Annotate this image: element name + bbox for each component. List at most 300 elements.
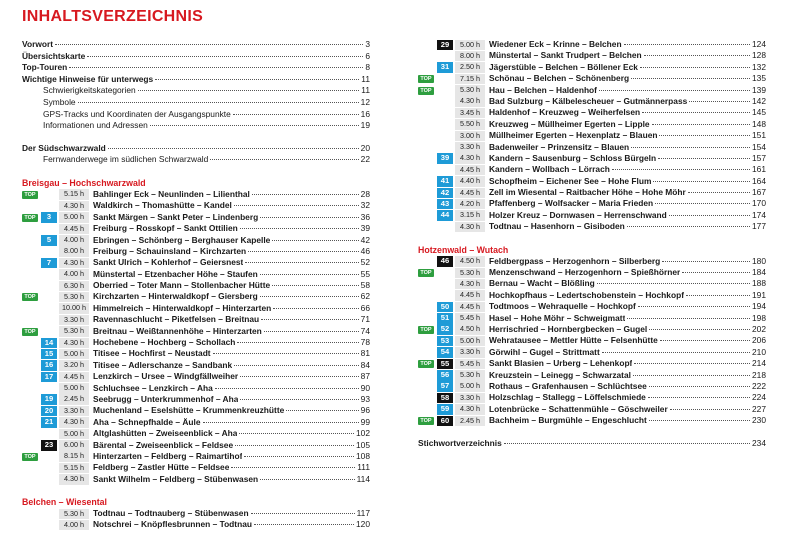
- toc-leader: [489, 164, 766, 175]
- toc-entry-title: Symbole: [43, 96, 76, 107]
- tour-number: 49: [440, 290, 450, 300]
- tour-entry[interactable]: [22, 519, 370, 530]
- toc-entry-title: Freiburg – Rosskopf – Sankt Ottilien: [93, 223, 238, 234]
- tour-entry[interactable]: [418, 404, 766, 415]
- tour-number: 58: [437, 393, 453, 404]
- toc-entry-title: Bernau – Wacht – Blößling: [489, 278, 595, 289]
- toc-leader: [93, 235, 370, 246]
- spacer: [418, 233, 766, 244]
- tour-entry[interactable]: [22, 223, 370, 234]
- tour-entry[interactable]: [418, 301, 766, 312]
- tour-number: 34: [440, 96, 450, 106]
- tour-entry[interactable]: [22, 212, 370, 223]
- toc-leader: [93, 405, 370, 416]
- dot-leader: [234, 364, 358, 366]
- page-number: 114: [356, 473, 370, 484]
- tour-duration: 10.00 h: [59, 303, 89, 314]
- tour-entry[interactable]: [418, 142, 766, 153]
- toc-entry-title: Schopfheim – Eichener See – Hohe Flum: [489, 175, 652, 186]
- tour-duration: 4.30 h: [455, 222, 485, 233]
- toc-entry[interactable]: [22, 39, 370, 51]
- dot-leader: [648, 396, 750, 398]
- page-title: INHALTSVERZEICHNIS: [22, 8, 204, 25]
- toc-entry[interactable]: [22, 143, 370, 155]
- top-tour-badge: TOP: [418, 417, 434, 425]
- dot-leader: [640, 66, 750, 68]
- tour-number: 37: [440, 130, 450, 140]
- tour-entry[interactable]: [418, 176, 766, 187]
- dot-leader: [155, 78, 359, 80]
- dot-leader: [78, 101, 359, 103]
- toc-leader: [93, 257, 370, 268]
- toc-leader: [93, 394, 370, 405]
- toc-leader: [489, 221, 766, 232]
- dot-leader: [215, 387, 359, 389]
- tour-duration: 4.30 h: [59, 338, 89, 349]
- tour-duration: 5.50 h: [455, 119, 485, 130]
- toc-entry[interactable]: [22, 51, 370, 63]
- toc-entry-title: Titisee – Hochfirst – Neustadt: [93, 348, 211, 359]
- toc-leader: [22, 74, 370, 86]
- tour-entry[interactable]: [418, 324, 766, 335]
- tour-entry[interactable]: [22, 474, 370, 485]
- toc-leader: [93, 269, 370, 280]
- tour-number: 16: [41, 360, 57, 371]
- toc-leader: [93, 246, 370, 257]
- page-number: 132: [752, 61, 766, 72]
- dot-leader: [235, 444, 354, 446]
- tour-duration: 4.30 h: [59, 474, 89, 485]
- dot-leader: [689, 100, 750, 102]
- dot-leader: [627, 317, 750, 319]
- tour-duration: 2.50 h: [455, 62, 485, 73]
- dot-leader: [669, 214, 750, 216]
- dot-leader: [239, 432, 354, 434]
- toc-entry-title: Feldbergpass – Herzogenhorn – Silberberg: [489, 255, 661, 266]
- toc-entry-title: Vorwort: [22, 39, 54, 49]
- toc-entry-title: Top-Touren: [22, 62, 68, 73]
- toc-entry[interactable]: [22, 97, 370, 109]
- dot-leader: [203, 421, 359, 423]
- page-number: 184: [752, 267, 766, 278]
- toc-leader: [93, 360, 370, 371]
- tour-entry[interactable]: [22, 371, 370, 382]
- tour-duration: 8.00 h: [59, 246, 89, 257]
- page-number: 145: [752, 107, 766, 118]
- top-tour-badge: TOP: [418, 269, 434, 277]
- toc-leader: [93, 428, 370, 439]
- tour-number: 6: [46, 246, 52, 256]
- tour-duration: 5.45 h: [455, 359, 485, 370]
- page-number: 8: [365, 62, 370, 73]
- dot-leader: [213, 352, 359, 354]
- page-number: 74: [360, 325, 370, 336]
- dot-leader: [655, 202, 750, 204]
- section-heading: Belchen – Wiesental: [22, 497, 107, 508]
- tour-duration: 5.30 h: [455, 370, 485, 381]
- page-number: 154: [752, 141, 766, 152]
- tour-entry[interactable]: [418, 381, 766, 392]
- toc-leader: [43, 109, 370, 121]
- toc-entry-title: Stichwortverzeichnis: [418, 437, 502, 448]
- toc-leader: [93, 451, 370, 462]
- dot-leader: [240, 375, 359, 377]
- tour-entry[interactable]: [418, 153, 766, 164]
- tour-entry[interactable]: [22, 200, 370, 211]
- toc-entry[interactable]: [22, 154, 370, 166]
- tour-entry[interactable]: [22, 246, 370, 257]
- top-tour-badge: TOP: [418, 326, 434, 334]
- tour-entry[interactable]: [22, 257, 370, 268]
- tour-entry[interactable]: [418, 73, 766, 84]
- toc-leader: [489, 176, 766, 187]
- tour-entry[interactable]: [418, 62, 766, 73]
- toc-leader: [93, 223, 370, 234]
- toc-leader: [489, 313, 766, 324]
- page-number: 46: [360, 245, 370, 256]
- toc-leader: [93, 440, 370, 451]
- page-number: 93: [360, 393, 370, 404]
- page-number: 87: [360, 371, 370, 382]
- toc-leader: [43, 120, 370, 132]
- toc-leader: [489, 39, 766, 50]
- dot-leader: [264, 330, 359, 332]
- tour-entry[interactable]: [418, 221, 766, 232]
- tour-entry[interactable]: [418, 119, 766, 130]
- toc-leader: [93, 462, 370, 473]
- toc-entry-title: Münstertal – Etzenbacher Höhe – Staufen: [93, 268, 258, 279]
- toc-leader: [22, 39, 370, 51]
- tour-number: 44: [437, 210, 453, 221]
- tour-number: 20: [41, 406, 57, 417]
- toc-entry-title: Feldberg – Zastler Hütte – Feldsee: [93, 462, 230, 473]
- dot-leader: [653, 180, 750, 182]
- page-number: 222: [752, 380, 766, 391]
- tour-number: 46: [437, 256, 453, 267]
- toc-entry-title: Ebringen – Schönberg – Berghauser Kapelle: [93, 234, 271, 245]
- tour-entry[interactable]: [418, 50, 766, 61]
- toc-entry-title: Freiburg – Schauinsland – Kirchzarten: [93, 245, 247, 256]
- tour-entry[interactable]: [22, 417, 370, 428]
- tour-number: 19: [41, 394, 57, 405]
- tour-entry[interactable]: [22, 451, 370, 462]
- page-number: 81: [360, 348, 370, 359]
- dot-leader: [233, 113, 359, 115]
- dot-leader: [599, 89, 750, 91]
- toc-leader: [93, 280, 370, 291]
- tour-number: 56: [437, 370, 453, 381]
- tour-entry[interactable]: [418, 267, 766, 278]
- toc-entry-title: Hasel – Hohe Möhr – Schweigmatt: [489, 312, 626, 323]
- tour-duration: 5.00 h: [455, 381, 485, 392]
- page-number: 139: [752, 84, 766, 95]
- page-number: 102: [356, 428, 370, 439]
- page-number: 230: [752, 415, 766, 426]
- index-entry[interactable]: [418, 438, 766, 450]
- tour-number: 38: [440, 142, 450, 152]
- tour-duration: 4.45 h: [59, 372, 89, 383]
- tour-entry[interactable]: [22, 360, 370, 371]
- tour-duration: 2.45 h: [455, 416, 485, 427]
- tour-entry[interactable]: [22, 189, 370, 200]
- page-number: 11: [361, 73, 370, 84]
- page-number: 111: [357, 462, 370, 473]
- toc-entry[interactable]: [22, 62, 370, 74]
- toc-leader: [93, 200, 370, 211]
- tour-entry[interactable]: [418, 85, 766, 96]
- tour-entry[interactable]: [22, 405, 370, 416]
- tour-number: 29: [437, 40, 453, 51]
- toc-leader: [489, 119, 766, 130]
- page-number: 188: [752, 278, 766, 289]
- toc-leader: [489, 370, 766, 381]
- page-number: 105: [356, 439, 370, 450]
- tour-entry[interactable]: [418, 187, 766, 198]
- tour-entry[interactable]: [418, 164, 766, 175]
- page-number: 62: [360, 291, 370, 302]
- toc-leader: [489, 324, 766, 335]
- toc-entry-title: Kandern – Wollbach – Lörrach: [489, 164, 610, 175]
- page-number: 218: [752, 369, 766, 380]
- tour-number: 11: [44, 303, 54, 313]
- toc-entry[interactable]: [22, 109, 370, 121]
- tour-duration: 5.00 h: [455, 40, 485, 51]
- toc-leader: [489, 404, 766, 415]
- tour-number: 12: [44, 314, 54, 324]
- toc-entry-title: Holzschlag – Stallegg – Löffelschmiede: [489, 392, 646, 403]
- tour-duration: 6.30 h: [59, 281, 89, 292]
- tour-entry[interactable]: [418, 256, 766, 267]
- toc-entry-title: Zell im Wiesental – Raitbacher Höhe – Hohe Möhr: [489, 187, 686, 198]
- toc-leader: [489, 347, 766, 358]
- toc-leader: [489, 187, 766, 198]
- tour-duration: 5.00 h: [59, 349, 89, 360]
- page-number: 28: [360, 188, 370, 199]
- tour-entry[interactable]: [418, 107, 766, 118]
- toc-entry-title: Pfaffenberg – Wolfsacker – Maria Frieden: [489, 198, 654, 209]
- toc-entry[interactable]: [22, 85, 370, 97]
- tour-duration: 5.00 h: [59, 429, 89, 440]
- tour-entry[interactable]: [22, 235, 370, 246]
- tour-entry[interactable]: [418, 130, 766, 141]
- tour-duration: 4.45 h: [455, 302, 485, 313]
- toc-entry-title: Waldkirch – Thomashütte – Kandel: [93, 200, 232, 211]
- tour-entry[interactable]: [22, 348, 370, 359]
- tour-duration: 4.00 h: [59, 269, 89, 280]
- toc-entry-title: Müllheimer Egerten – Hexenplatz – Blauen: [489, 130, 658, 141]
- toc-leader: [43, 85, 370, 97]
- tour-entry[interactable]: [22, 428, 370, 439]
- tour-duration: 8.15 h: [59, 451, 89, 462]
- tour-duration: 4.45 h: [455, 290, 485, 301]
- tour-duration: 4.45 h: [455, 188, 485, 199]
- toc-leader: [43, 97, 370, 109]
- dot-leader: [649, 385, 750, 387]
- page-number: 58: [360, 280, 370, 291]
- tour-entry[interactable]: [22, 303, 370, 314]
- tour-entry[interactable]: [418, 210, 766, 221]
- tour-entry[interactable]: [22, 337, 370, 348]
- page-number: 120: [356, 519, 370, 530]
- dot-leader: [686, 294, 750, 296]
- tour-entry[interactable]: [418, 392, 766, 403]
- toc-entry-title: Aha – Schnepfhalde – Äule: [93, 416, 201, 427]
- toc-entry[interactable]: [22, 74, 370, 86]
- toc-entry-title: Rothaus – Grafenhausen – Schlüchtsee: [489, 380, 647, 391]
- page-number: 96: [360, 405, 370, 416]
- toc-entry-title: Menzenschwand – Herzogenhorn – Spießhörner: [489, 267, 681, 278]
- tour-entry[interactable]: [22, 291, 370, 302]
- tour-entry[interactable]: [22, 326, 370, 337]
- toc-leader: [489, 130, 766, 141]
- toc-leader: [489, 278, 766, 289]
- tour-entry[interactable]: [418, 347, 766, 358]
- dot-leader: [252, 193, 359, 195]
- toc-leader: [489, 96, 766, 107]
- tour-entry[interactable]: [418, 415, 766, 426]
- toc-entry-title: Hau – Belchen – Haldenhof: [489, 84, 597, 95]
- tour-number: 45: [440, 221, 450, 231]
- toc-entry-title: Kreuzstein – Leinegg – Schwarzatal: [489, 369, 631, 380]
- toc-leader: [93, 519, 370, 530]
- tour-number: 5: [41, 235, 57, 246]
- page-number: 66: [360, 302, 370, 313]
- toc-leader: [489, 85, 766, 96]
- dot-leader: [631, 146, 750, 148]
- toc-leader: [489, 392, 766, 403]
- tour-number: 26: [44, 474, 54, 484]
- toc-entry-title: Sankt Märgen – Sankt Peter – Lindenberg: [93, 211, 259, 222]
- top-tour-badge: TOP: [418, 75, 434, 83]
- tour-entry[interactable]: [22, 440, 370, 451]
- tour-duration: 4.50 h: [455, 256, 485, 267]
- tour-entry[interactable]: [418, 290, 766, 301]
- tour-entry[interactable]: [22, 280, 370, 291]
- dot-leader: [260, 273, 359, 275]
- toc-entry-title: Sankt Blasien – Urberg – Lehenkopf: [489, 358, 633, 369]
- tour-number: 52: [437, 324, 453, 335]
- toc-leader: [489, 267, 766, 278]
- tour-entry[interactable]: [22, 508, 370, 519]
- toc-leader: [489, 210, 766, 221]
- tour-number: 4: [46, 223, 52, 233]
- spacer: [22, 485, 370, 496]
- tour-entry[interactable]: [22, 383, 370, 394]
- tour-entry[interactable]: [22, 269, 370, 280]
- page-number: 174: [752, 209, 766, 220]
- toc-leader: [93, 189, 370, 200]
- dot-leader: [649, 328, 750, 330]
- toc-entry-title: Fernwanderwege im südlichen Schwarzwald: [43, 154, 209, 165]
- tour-number: 3: [41, 212, 57, 223]
- toc-entry[interactable]: [22, 120, 370, 132]
- toc-entry-title: Sankt Ulrich – Kohlerhof – Geiersnest: [93, 257, 244, 268]
- tour-duration: 4.00 h: [59, 235, 89, 246]
- dot-leader: [244, 455, 354, 457]
- page-number: 206: [752, 335, 766, 346]
- dot-leader: [272, 239, 358, 241]
- page-number: 167: [752, 187, 766, 198]
- page-number: 161: [752, 164, 766, 175]
- toc-leader: [489, 153, 766, 164]
- tour-entry[interactable]: [418, 278, 766, 289]
- tour-entry[interactable]: [418, 313, 766, 324]
- tour-duration: 5.30 h: [59, 292, 89, 303]
- tour-entry[interactable]: [22, 462, 370, 473]
- toc-entry-title: Holzer Kreuz – Dornwasen – Herrenschwand: [489, 209, 667, 220]
- tour-entry[interactable]: [22, 394, 370, 405]
- tour-entry[interactable]: [418, 96, 766, 107]
- dot-leader: [634, 362, 750, 364]
- tour-entry[interactable]: [418, 39, 766, 50]
- tour-duration: 4.30 h: [59, 201, 89, 212]
- page-number: 214: [752, 358, 766, 369]
- tour-entry[interactable]: [22, 314, 370, 325]
- dot-leader: [261, 318, 359, 320]
- toc-entry-title: Bad Sulzburg – Kälbelescheuer – Gutmännerpass: [489, 95, 688, 106]
- tour-entry[interactable]: [418, 358, 766, 369]
- tour-duration: 2.45 h: [59, 394, 89, 405]
- tour-number: 2: [46, 200, 52, 210]
- toc-entry-title: Münstertal – Sankt Trudpert – Belchen: [489, 50, 642, 61]
- dot-leader: [260, 216, 358, 218]
- toc-leader: [489, 256, 766, 267]
- dot-leader: [272, 284, 359, 286]
- page-number: 36: [360, 211, 370, 222]
- tour-duration: 5.45 h: [455, 313, 485, 324]
- toc-entry-title: Hochebene – Hochberg – Schollach: [93, 337, 236, 348]
- toc-leader: [93, 314, 370, 325]
- top-tour-badge: TOP: [22, 214, 38, 222]
- tour-number: 28: [44, 519, 54, 529]
- page-number: 16: [360, 108, 370, 119]
- dot-leader: [602, 351, 750, 353]
- toc-leader: [93, 508, 370, 519]
- toc-leader: [93, 348, 370, 359]
- tour-duration: 3.45 h: [455, 108, 485, 119]
- tour-number: 43: [437, 199, 453, 210]
- toc-entry-title: Bahlinger Eck – Neunlinden – Lilienthal: [93, 188, 250, 199]
- tour-number: 35: [440, 107, 450, 117]
- toc-leader: [489, 381, 766, 392]
- tour-duration: 5.00 h: [59, 212, 89, 223]
- page-number: 22: [360, 154, 370, 165]
- tour-duration: 4.45 h: [455, 165, 485, 176]
- tour-number: 60: [437, 416, 453, 427]
- top-tour-badge: TOP: [22, 328, 38, 336]
- toc-entry-title: Bachheim – Burgmühle – Engeschlucht: [489, 415, 647, 426]
- tour-entry[interactable]: [418, 335, 766, 346]
- toc-leader: [93, 212, 370, 223]
- tour-number: 7: [41, 258, 57, 269]
- page-number: 32: [360, 200, 370, 211]
- tour-duration: 3.30 h: [455, 393, 485, 404]
- toc-leader: [489, 335, 766, 346]
- dot-leader: [138, 89, 360, 91]
- page-number: 3: [365, 39, 370, 49]
- toc-entry-title: Titisee – Adlerschanze – Sandbank: [93, 359, 233, 370]
- dot-leader: [624, 43, 750, 45]
- tour-entry[interactable]: [418, 370, 766, 381]
- tour-number: 33: [440, 85, 450, 95]
- tour-duration: 4.40 h: [455, 176, 485, 187]
- tour-duration: 4.30 h: [455, 279, 485, 290]
- tour-entry[interactable]: [418, 198, 766, 209]
- toc-leader: [93, 337, 370, 348]
- tour-number: 25: [44, 462, 54, 472]
- dot-leader: [210, 158, 358, 160]
- toc-entry-title: Notschrei – Knöpflesbrunnen – Todtnau: [93, 519, 252, 530]
